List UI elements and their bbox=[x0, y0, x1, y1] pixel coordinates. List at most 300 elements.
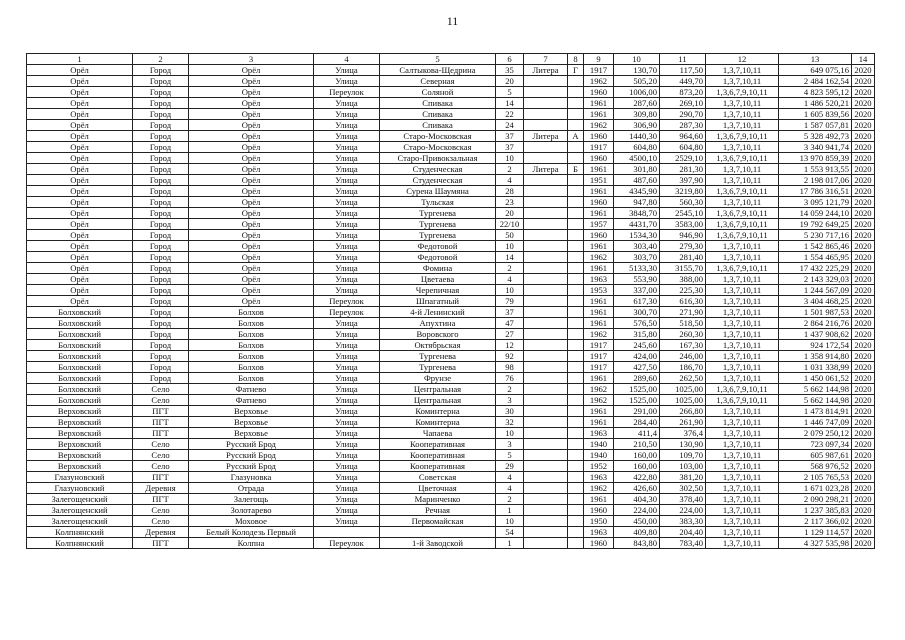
table-cell: Болхов bbox=[189, 362, 314, 373]
table-cell: 1,3,7,10,11 bbox=[706, 439, 779, 450]
table-cell: Переулок bbox=[314, 307, 380, 318]
table-cell: 843,80 bbox=[614, 538, 660, 549]
table-cell: 20 bbox=[496, 76, 524, 87]
table-cell: 301,80 bbox=[614, 164, 660, 175]
table-row bbox=[27, 494, 875, 505]
table-cell: 225,30 bbox=[660, 285, 706, 296]
table-cell: 1025,00 bbox=[660, 384, 706, 395]
table-cell: 1,3,7,10,11 bbox=[706, 373, 779, 384]
table-cell bbox=[524, 76, 568, 87]
table-cell: 2 bbox=[496, 164, 524, 175]
table-cell bbox=[524, 87, 568, 98]
table-cell: 947,80 bbox=[614, 197, 660, 208]
table-cell: 1,3,7,10,11 bbox=[706, 527, 779, 538]
table-cell: 261,90 bbox=[660, 417, 706, 428]
table-cell: 27 bbox=[496, 329, 524, 340]
table-cell: 32 bbox=[496, 417, 524, 428]
table-cell: Верховье bbox=[189, 428, 314, 439]
table-cell: 1,3,7,10,11 bbox=[706, 274, 779, 285]
table-cell: 2 143 329,03 bbox=[779, 274, 852, 285]
table-cell: 3219,80 bbox=[660, 186, 706, 197]
table-cell: 5133,30 bbox=[614, 263, 660, 274]
table-cell: Кооперативная bbox=[380, 450, 496, 461]
table-cell: Улица bbox=[314, 120, 380, 131]
table-cell bbox=[568, 505, 584, 516]
table-cell: 1 554 465,95 bbox=[779, 252, 852, 263]
table-cell: 4 327 535,98 bbox=[779, 538, 852, 549]
table-cell: 404,30 bbox=[614, 494, 660, 505]
table-cell: 1951 bbox=[584, 175, 614, 186]
table-cell: Город bbox=[133, 186, 189, 197]
table-body bbox=[27, 65, 875, 549]
table-cell: 1440,30 bbox=[614, 131, 660, 142]
table-cell: 1,3,7,10,11 bbox=[706, 494, 779, 505]
table-row bbox=[27, 230, 875, 241]
table-cell: 1525,00 bbox=[614, 384, 660, 395]
table-cell: 1,3,6,7,9,10,11 bbox=[706, 153, 779, 164]
table-cell: Город bbox=[133, 241, 189, 252]
table-cell: Верховский bbox=[27, 406, 133, 417]
table-cell: 2020 bbox=[852, 142, 875, 153]
table-cell: Город bbox=[133, 208, 189, 219]
table-cell: Орёл bbox=[27, 252, 133, 263]
table-cell: 1,3,7,10,11 bbox=[706, 362, 779, 373]
table-cell bbox=[524, 505, 568, 516]
table-cell: 1962 bbox=[584, 384, 614, 395]
table-cell: Болховский bbox=[27, 362, 133, 373]
table-cell: Верховский bbox=[27, 461, 133, 472]
table-cell: 1961 bbox=[584, 98, 614, 109]
table-cell: 1,3,7,10,11 bbox=[706, 472, 779, 483]
table-cell: 160,00 bbox=[614, 450, 660, 461]
table-cell bbox=[314, 527, 380, 538]
table-cell: Улица bbox=[314, 395, 380, 406]
table-cell: 300,70 bbox=[614, 307, 660, 318]
table-cell: Село bbox=[133, 516, 189, 527]
table-cell bbox=[524, 483, 568, 494]
table-cell: Город bbox=[133, 120, 189, 131]
table-cell: Болхов bbox=[189, 329, 314, 340]
table-cell: 2020 bbox=[852, 428, 875, 439]
table-cell: Село bbox=[133, 395, 189, 406]
table-cell: 284,40 bbox=[614, 417, 660, 428]
table-cell: Орёл bbox=[27, 109, 133, 120]
table-cell bbox=[524, 296, 568, 307]
table-cell bbox=[524, 516, 568, 527]
table-cell: Улица bbox=[314, 274, 380, 285]
table-cell: 2020 bbox=[852, 208, 875, 219]
table-cell: 306,90 bbox=[614, 120, 660, 131]
table-cell: Улица bbox=[314, 197, 380, 208]
table-cell: 2 bbox=[496, 494, 524, 505]
table-cell: 1961 bbox=[584, 241, 614, 252]
table-cell bbox=[524, 219, 568, 230]
table-row bbox=[27, 208, 875, 219]
table-cell: Соляной bbox=[380, 87, 496, 98]
table-cell: Старо-Привокзальная bbox=[380, 153, 496, 164]
table-cell: 1,3,7,10,11 bbox=[706, 65, 779, 76]
table-cell: 1963 bbox=[584, 274, 614, 285]
table-cell: 3 340 941,74 bbox=[779, 142, 852, 153]
table-row bbox=[27, 461, 875, 472]
table-cell: Улица bbox=[314, 439, 380, 450]
table-cell: Колпнянский bbox=[27, 527, 133, 538]
table-cell: Орёл bbox=[189, 186, 314, 197]
table-cell: Старо-Московская bbox=[380, 142, 496, 153]
table-cell: 3 095 121,79 bbox=[779, 197, 852, 208]
table-cell: 604,80 bbox=[660, 142, 706, 153]
table-cell: 1-й Заводской bbox=[380, 538, 496, 549]
table-cell: Болховский bbox=[27, 384, 133, 395]
table-cell: 450,00 bbox=[614, 516, 660, 527]
table-cell: Болхов bbox=[189, 351, 314, 362]
table-cell: Город bbox=[133, 263, 189, 274]
table-row bbox=[27, 87, 875, 98]
table-cell: Сурена Шаумяна bbox=[380, 186, 496, 197]
table-cell: 37 bbox=[496, 307, 524, 318]
table-cell: 505,20 bbox=[614, 76, 660, 87]
table-cell: 246,00 bbox=[660, 351, 706, 362]
table-cell bbox=[568, 98, 584, 109]
table-cell: 2020 bbox=[852, 351, 875, 362]
table-cell: 2020 bbox=[852, 98, 875, 109]
table-cell: 487,60 bbox=[614, 175, 660, 186]
table-cell: 262,50 bbox=[660, 373, 706, 384]
table-cell bbox=[524, 98, 568, 109]
table-cell: 1,3,7,10,11 bbox=[706, 120, 779, 131]
table-cell bbox=[524, 318, 568, 329]
table-cell: 1 450 061,52 bbox=[779, 373, 852, 384]
table-cell: 1962 bbox=[584, 252, 614, 263]
table-cell: 2020 bbox=[852, 241, 875, 252]
table-row bbox=[27, 417, 875, 428]
table-cell: Салтыкова-Щедрина bbox=[380, 65, 496, 76]
table-cell bbox=[524, 428, 568, 439]
table-cell bbox=[568, 318, 584, 329]
table-cell: 1006,00 bbox=[614, 87, 660, 98]
table-row bbox=[27, 538, 875, 549]
table-cell: 1,3,7,10,11 bbox=[706, 76, 779, 87]
table-cell: 1950 bbox=[584, 516, 614, 527]
table-cell: 2020 bbox=[852, 175, 875, 186]
table-cell: 2020 bbox=[852, 296, 875, 307]
table-cell: Орёл bbox=[189, 131, 314, 142]
table-cell: Тургенева bbox=[380, 208, 496, 219]
table-cell: 309,80 bbox=[614, 109, 660, 120]
table-cell: Улица bbox=[314, 406, 380, 417]
table-cell: 20 bbox=[496, 208, 524, 219]
table-cell bbox=[568, 296, 584, 307]
table-cell: 2 090 298,21 bbox=[779, 494, 852, 505]
table-cell: Улица bbox=[314, 472, 380, 483]
table-cell: Город bbox=[133, 329, 189, 340]
table-cell: Спивака bbox=[380, 98, 496, 109]
table-row bbox=[27, 153, 875, 164]
table-cell: Болховский bbox=[27, 351, 133, 362]
table-cell: Орёл bbox=[27, 208, 133, 219]
table-cell: Кооперативная bbox=[380, 461, 496, 472]
table-cell bbox=[524, 494, 568, 505]
table-cell: 289,60 bbox=[614, 373, 660, 384]
table-cell: 1962 bbox=[584, 395, 614, 406]
table-cell: 2020 bbox=[852, 197, 875, 208]
table-row bbox=[27, 142, 875, 153]
table-cell: 269,10 bbox=[660, 98, 706, 109]
table-cell bbox=[568, 87, 584, 98]
table-cell: 303,70 bbox=[614, 252, 660, 263]
table-cell: 2020 bbox=[852, 384, 875, 395]
table-cell: 2020 bbox=[852, 219, 875, 230]
table-cell bbox=[524, 406, 568, 417]
table-cell: Тургенева bbox=[380, 219, 496, 230]
table-cell: 4 bbox=[496, 274, 524, 285]
table-cell: Центральная bbox=[380, 395, 496, 406]
table-cell: Город bbox=[133, 230, 189, 241]
table-cell: 50 bbox=[496, 230, 524, 241]
table-cell: Улица bbox=[314, 384, 380, 395]
table-cell: 2020 bbox=[852, 87, 875, 98]
table-cell: 1961 bbox=[584, 208, 614, 219]
table-cell: 37 bbox=[496, 142, 524, 153]
table-cell: Орёл bbox=[27, 263, 133, 274]
table-cell: Город bbox=[133, 153, 189, 164]
table-cell: Болховский bbox=[27, 329, 133, 340]
table-cell: 10 bbox=[496, 153, 524, 164]
table-cell: 2020 bbox=[852, 263, 875, 274]
table-cell: 873,20 bbox=[660, 87, 706, 98]
table-cell: Болховский bbox=[27, 395, 133, 406]
table-cell: 3 404 468,25 bbox=[779, 296, 852, 307]
table-cell: 2020 bbox=[852, 252, 875, 263]
table-cell: 3848,70 bbox=[614, 208, 660, 219]
table-cell: 79 bbox=[496, 296, 524, 307]
table-cell: 3155,70 bbox=[660, 263, 706, 274]
table-cell: Орёл bbox=[27, 164, 133, 175]
table-cell: Город bbox=[133, 307, 189, 318]
table-cell: Улица bbox=[314, 230, 380, 241]
table-cell: 1,3,7,10,11 bbox=[706, 318, 779, 329]
table-cell: 946,90 bbox=[660, 230, 706, 241]
table-cell: Город bbox=[133, 285, 189, 296]
table-cell: 1940 bbox=[584, 439, 614, 450]
table-cell: Орёл bbox=[189, 98, 314, 109]
table-cell bbox=[524, 395, 568, 406]
table-cell: 1,3,7,10,11 bbox=[706, 285, 779, 296]
table-cell: Деревня bbox=[133, 483, 189, 494]
table-cell bbox=[524, 340, 568, 351]
table-cell: Село bbox=[133, 505, 189, 516]
table-cell: Черепичная bbox=[380, 285, 496, 296]
table-cell: 1,3,6,7,9,10,11 bbox=[706, 263, 779, 274]
table-cell: 2020 bbox=[852, 516, 875, 527]
table-cell: 2020 bbox=[852, 417, 875, 428]
table-cell: Болховский bbox=[27, 307, 133, 318]
table-row bbox=[27, 395, 875, 406]
table-cell bbox=[568, 153, 584, 164]
table-cell: Город bbox=[133, 142, 189, 153]
table-cell: 553,90 bbox=[614, 274, 660, 285]
table-cell: 604,80 bbox=[614, 142, 660, 153]
table-cell: 10 bbox=[496, 241, 524, 252]
header-cell: 3 bbox=[189, 54, 314, 65]
table-cell: Город bbox=[133, 318, 189, 329]
table-cell: 12 bbox=[496, 340, 524, 351]
table-cell: 409,80 bbox=[614, 527, 660, 538]
table-cell: Верховский bbox=[27, 450, 133, 461]
table-cell: 1,3,7,10,11 bbox=[706, 406, 779, 417]
table-cell bbox=[568, 527, 584, 538]
table-cell: 130,90 bbox=[660, 439, 706, 450]
table-cell: Верховский bbox=[27, 439, 133, 450]
table-cell: 2020 bbox=[852, 450, 875, 461]
table-cell: Улица bbox=[314, 494, 380, 505]
header-cell: 7 bbox=[524, 54, 568, 65]
table-cell bbox=[568, 351, 584, 362]
table-cell: 10 bbox=[496, 285, 524, 296]
table-cell: 271,90 bbox=[660, 307, 706, 318]
table-cell bbox=[524, 252, 568, 263]
table-cell: 1962 bbox=[584, 483, 614, 494]
table-cell: 2 079 250,12 bbox=[779, 428, 852, 439]
table-cell: Город bbox=[133, 296, 189, 307]
table-cell: 224,00 bbox=[614, 505, 660, 516]
table-cell bbox=[524, 384, 568, 395]
table-cell: Улица bbox=[314, 318, 380, 329]
table-cell: Федотовой bbox=[380, 252, 496, 263]
table-cell: ПГТ bbox=[133, 538, 189, 549]
table-cell: 2 bbox=[496, 384, 524, 395]
table-cell: 1961 bbox=[584, 164, 614, 175]
table-cell: 1962 bbox=[584, 120, 614, 131]
table-cell: 2 864 216,76 bbox=[779, 318, 852, 329]
table-cell: Орёл bbox=[27, 98, 133, 109]
table-cell: 35 bbox=[496, 65, 524, 76]
table-cell: Город bbox=[133, 219, 189, 230]
table-cell: 10 bbox=[496, 428, 524, 439]
table-row bbox=[27, 450, 875, 461]
table-row bbox=[27, 197, 875, 208]
table-cell bbox=[524, 472, 568, 483]
table-cell bbox=[524, 439, 568, 450]
table-cell: Улица bbox=[314, 351, 380, 362]
table-cell bbox=[568, 483, 584, 494]
table-cell bbox=[568, 461, 584, 472]
table-cell: 30 bbox=[496, 406, 524, 417]
table-cell: Город bbox=[133, 340, 189, 351]
table-cell: 1025,00 bbox=[660, 395, 706, 406]
table-cell: Орёл bbox=[189, 252, 314, 263]
table-cell: 783,40 bbox=[660, 538, 706, 549]
table-cell: Болховский bbox=[27, 373, 133, 384]
table-cell bbox=[524, 186, 568, 197]
table-row bbox=[27, 285, 875, 296]
table-cell: Фатнево bbox=[189, 395, 314, 406]
table-cell: Орёл bbox=[27, 186, 133, 197]
table-cell: Орёл bbox=[189, 263, 314, 274]
table-cell: Улица bbox=[314, 219, 380, 230]
table-cell: Белый Колодезь Первый bbox=[189, 527, 314, 538]
table-cell: Глазуновский bbox=[27, 483, 133, 494]
table-cell: 2529,10 bbox=[660, 153, 706, 164]
table-cell: 224,00 bbox=[660, 505, 706, 516]
table-cell: 924 172,54 bbox=[779, 340, 852, 351]
table-cell: 1961 bbox=[584, 109, 614, 120]
table-cell: Улица bbox=[314, 98, 380, 109]
table-cell: Орёл bbox=[189, 285, 314, 296]
table-cell: 1957 bbox=[584, 219, 614, 230]
table-cell bbox=[524, 208, 568, 219]
table-cell: Тургенева bbox=[380, 351, 496, 362]
table-cell: 2020 bbox=[852, 538, 875, 549]
header-cell: 10 bbox=[614, 54, 660, 65]
table-cell: 1 129 114,57 bbox=[779, 527, 852, 538]
table-cell: Орёл bbox=[189, 142, 314, 153]
table-row bbox=[27, 505, 875, 516]
table-cell: 1917 bbox=[584, 142, 614, 153]
table-cell: 1 031 338,99 bbox=[779, 362, 852, 373]
table-cell: Улица bbox=[314, 340, 380, 351]
table-cell: 1963 bbox=[584, 428, 614, 439]
table-cell: 2020 bbox=[852, 527, 875, 538]
table-cell bbox=[568, 373, 584, 384]
table-cell: 337,00 bbox=[614, 285, 660, 296]
table-row bbox=[27, 274, 875, 285]
table-cell: 1960 bbox=[584, 153, 614, 164]
table-cell: Улица bbox=[314, 164, 380, 175]
header-row bbox=[27, 54, 875, 65]
header-cell: 2 bbox=[133, 54, 189, 65]
table-cell: 1,3,6,7,9,10,11 bbox=[706, 131, 779, 142]
table-cell: 2 117 366,02 bbox=[779, 516, 852, 527]
table-cell: 109,70 bbox=[660, 450, 706, 461]
table-cell bbox=[568, 120, 584, 131]
table-cell: 303,40 bbox=[614, 241, 660, 252]
table-cell: Первомайская bbox=[380, 516, 496, 527]
table-cell: 2020 bbox=[852, 494, 875, 505]
table-cell: 2020 bbox=[852, 318, 875, 329]
table-cell: 103,00 bbox=[660, 461, 706, 472]
table-row bbox=[27, 406, 875, 417]
table-cell bbox=[568, 417, 584, 428]
table-row bbox=[27, 175, 875, 186]
table-cell: 383,30 bbox=[660, 516, 706, 527]
table-cell: Болхов bbox=[189, 373, 314, 384]
table-cell bbox=[568, 186, 584, 197]
table-cell: Орёл bbox=[27, 153, 133, 164]
table-cell: 291,00 bbox=[614, 406, 660, 417]
table-cell bbox=[568, 307, 584, 318]
table-cell: Фомина bbox=[380, 263, 496, 274]
table-cell: 2020 bbox=[852, 153, 875, 164]
table-cell: 1 553 913,55 bbox=[779, 164, 852, 175]
table-cell: Орёл bbox=[189, 175, 314, 186]
table-cell: Русский Брод bbox=[189, 461, 314, 472]
table-cell: 3 bbox=[496, 439, 524, 450]
table-cell: Октябрьская bbox=[380, 340, 496, 351]
table-cell: 4 823 595,12 bbox=[779, 87, 852, 98]
table-cell: Город bbox=[133, 164, 189, 175]
table-cell: 1,3,7,10,11 bbox=[706, 175, 779, 186]
table-cell: 10 bbox=[496, 516, 524, 527]
table-cell: Верховье bbox=[189, 406, 314, 417]
table-cell: 186,70 bbox=[660, 362, 706, 373]
table-cell: 2020 bbox=[852, 274, 875, 285]
table-cell: 2020 bbox=[852, 439, 875, 450]
table-cell: 568 976,52 bbox=[779, 461, 852, 472]
table-cell: 2020 bbox=[852, 340, 875, 351]
table-cell: 2020 bbox=[852, 395, 875, 406]
table-cell: 1961 bbox=[584, 307, 614, 318]
